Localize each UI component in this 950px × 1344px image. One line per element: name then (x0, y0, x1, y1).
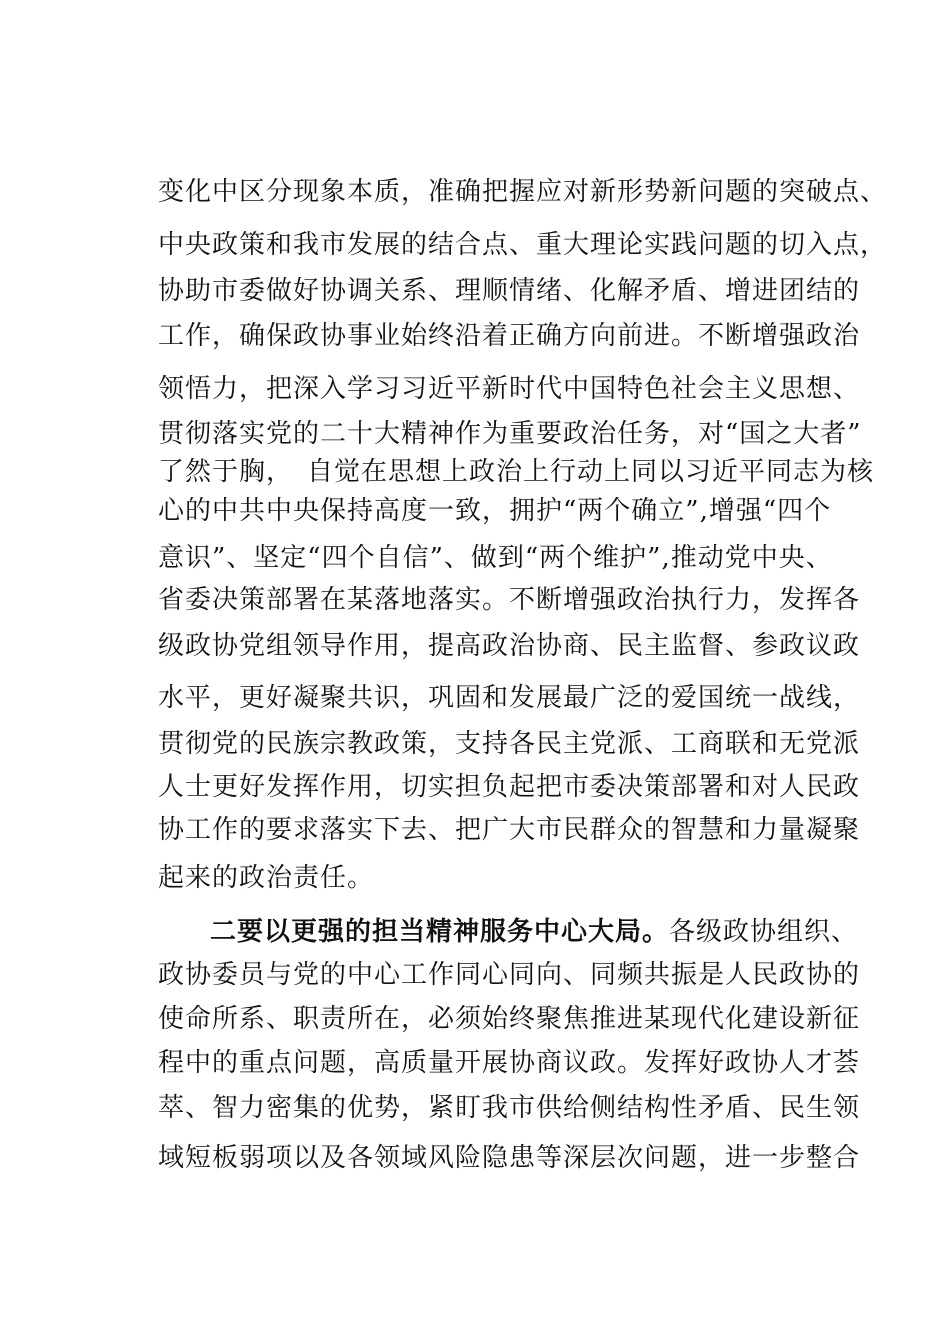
body-line-22: 域短板弱项以及各领域风险隐患等深层次问题，进一步整合 (158, 1143, 861, 1173)
body-line-3: 协助市委做好协调关系、理顺情绪、化解矛盾、增进团结的 (158, 276, 861, 306)
paragraph-2-first-rest: 各级政协组织、 (669, 917, 859, 947)
body-line-16: 起来的政治责任。 (158, 863, 375, 893)
body-line-14: 人士更好发挥作用，切实担负起把市委决策部署和对人民政 (158, 772, 861, 802)
body-line-1: 变化中区分现象本质，准确把握应对新形势新问题的突破点、 (158, 177, 888, 207)
paragraph-2-heading: 二要以更强的担当精神服务中心大局。 (210, 917, 670, 947)
body-line-4: 工作，确保政协事业始终沿着正确方向前进。不断增强政治 (158, 321, 861, 351)
body-line-20: 程中的重点问题，高质量开展协商议政。发挥好政协人才荟 (158, 1048, 861, 1078)
body-line-18: 政协委员与党的中心工作同心同向、同频共振是人民政协的 (158, 960, 861, 990)
paragraph-2-first-line (210, 912, 859, 952)
body-line-9: 意识”、坚定“四个自信”、做到“两个维护”,推动党中央、 (158, 543, 833, 573)
body-line-15: 协工作的要求落实下去、把广大市民群众的智慧和力量凝聚 (158, 815, 861, 845)
body-line-8: 心的中共中央保持高度一致，拥护“两个确立”,增强“四个 (158, 496, 832, 526)
body-line-7: 了然于胸， 自觉在思想上政治上行动上同以习近平同志为核 (158, 457, 875, 487)
body-line-11: 级政协党组领导作用，提高政治协商、民主监督、参政议政 (158, 631, 861, 661)
body-line-6: 贯彻落实党的二十大精神作为重要政治任务，对“国之大者” (158, 419, 862, 449)
body-line-2: 中央政策和我市发展的结合点、重大理论实践问题的切入点， (158, 230, 888, 260)
body-line-13: 贯彻党的民族宗教政策，支持各民主党派、工商联和无党派 (158, 729, 861, 759)
body-line-12: 水平，更好凝聚共识，巩固和发展最广泛的爱国统一战线， (158, 683, 861, 713)
body-line-10: 省委决策部署在某落地落实。不断增强政治执行力，发挥各 (158, 585, 861, 615)
body-line-21: 萃、智力密集的优势，紧盯我市供给侧结构性矛盾、民生领 (158, 1093, 861, 1123)
body-line-19: 使命所系、职责所在，必须始终聚焦推进某现代化建设新征 (158, 1004, 861, 1034)
body-line-5: 领悟力，把深入学习习近平新时代中国特色社会主义思想、 (158, 374, 861, 404)
